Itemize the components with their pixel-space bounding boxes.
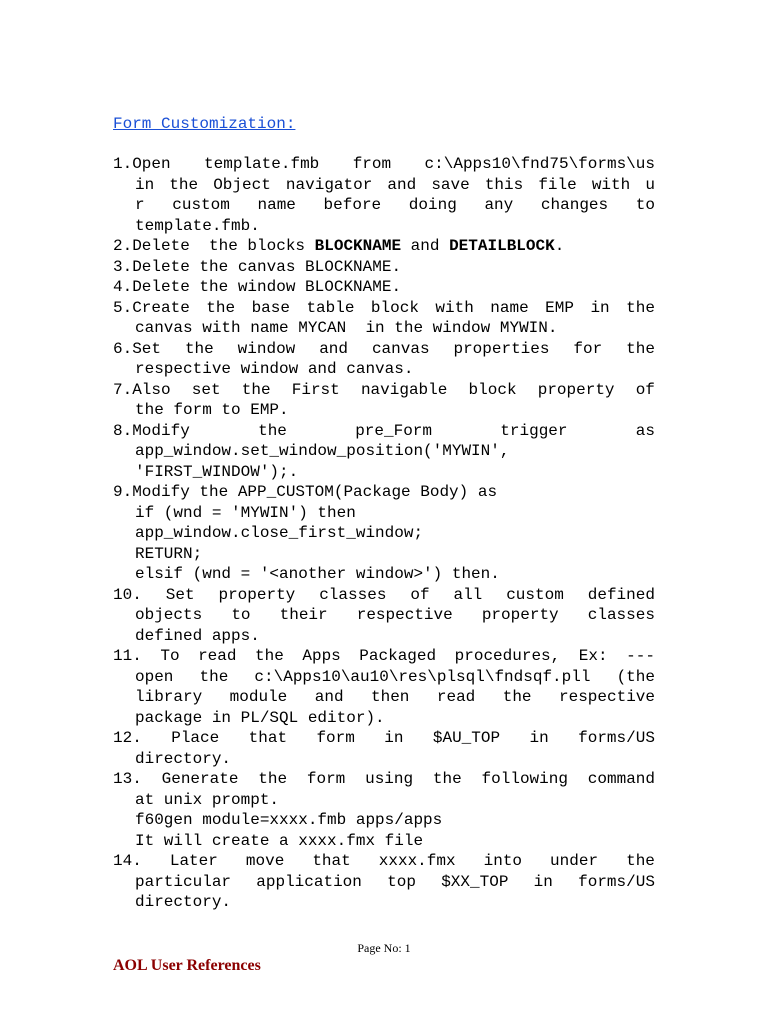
list-item-line: [113, 728, 655, 749]
text-segment: ---: [626, 647, 655, 665]
text-segment: all: [453, 585, 483, 604]
list-item: [113, 851, 655, 913]
text-segment: base: [251, 298, 290, 317]
text-segment: 10.: [113, 585, 142, 604]
text-segment: of: [635, 380, 655, 399]
list-item: [113, 728, 655, 769]
text-segment: from: [352, 155, 392, 173]
text-segment: directory.: [135, 893, 232, 911]
text-segment: xxxx.fmx: [378, 852, 456, 870]
text-segment: at unix prompt.: [135, 790, 280, 809]
text-segment: 14.: [113, 852, 142, 870]
text-segment: 2.Delete the blocks: [113, 237, 315, 255]
text-segment: read: [436, 688, 476, 706]
text-segment: doing: [408, 196, 457, 214]
text-segment: directory.: [135, 749, 232, 768]
text-segment: respective: [356, 606, 453, 624]
list-item-line: [135, 605, 655, 626]
text-segment: It will create a xxxx.fmx file: [135, 831, 424, 850]
steps-list: [113, 154, 655, 913]
text-segment: file: [538, 175, 577, 194]
text-segment: custom: [172, 196, 230, 214]
list-item: [113, 298, 655, 339]
list-item: [113, 277, 655, 298]
text-segment: open: [135, 667, 174, 686]
list-item-line: [135, 872, 655, 893]
text-segment: the: [432, 770, 462, 788]
text-segment: the: [199, 667, 229, 686]
text-segment: the: [258, 770, 288, 788]
list-item: [113, 257, 655, 278]
text-segment: Packaged: [359, 647, 437, 665]
text-segment: to: [635, 196, 655, 214]
list-item-line: [113, 421, 655, 442]
list-item-line: [113, 257, 655, 278]
text-segment: property: [537, 380, 615, 399]
text-segment: canvas with name MYCAN in the window MYWIN.: [135, 319, 558, 337]
text-segment: c:\Apps10\au10\res\plsql\fndsqf.pll: [254, 667, 591, 686]
list-item: [113, 380, 655, 421]
text-segment: Set: [165, 585, 195, 604]
list-item: [113, 236, 655, 257]
text-segment: that: [312, 852, 351, 870]
text-segment: block: [468, 380, 517, 399]
text-segment: form: [316, 729, 355, 747]
text-segment: template.fmb: [204, 155, 320, 173]
text-segment: set: [191, 380, 221, 399]
list-item-line: [113, 646, 655, 667]
text-segment: classes: [587, 606, 655, 624]
list-item-line: [135, 400, 655, 421]
list-item: [113, 421, 655, 483]
text-segment: in: [533, 872, 553, 891]
text-segment: this: [484, 175, 524, 194]
text-segment: in: [384, 729, 404, 747]
list-item-line: [113, 769, 655, 790]
text-segment: template.fmb.: [135, 216, 260, 235]
text-segment: EMP: [545, 298, 574, 317]
text-segment: 9.Modify the APP_CUSTOM(Package Body) as: [113, 483, 498, 501]
text-segment: application: [256, 872, 362, 891]
text-segment: classes: [319, 585, 387, 604]
text-segment: following: [481, 770, 568, 788]
text-segment: $XX_TOP: [441, 872, 509, 891]
text-segment: block: [370, 298, 419, 317]
text-segment: their: [279, 606, 328, 624]
text-segment: save: [431, 175, 470, 194]
text-segment: read: [198, 647, 237, 665]
text-segment: in: [590, 298, 610, 317]
list-item-line: [135, 564, 655, 585]
text-segment: any: [484, 196, 514, 214]
text-segment: into: [483, 852, 523, 870]
text-segment: defined: [587, 585, 655, 604]
text-segment: property: [218, 585, 296, 604]
text-segment: the: [255, 647, 284, 665]
text-segment: and: [314, 688, 344, 706]
text-segment: the: [258, 421, 287, 440]
text-segment: 7.Also: [113, 380, 171, 399]
text-segment: $AU_TOP: [432, 729, 501, 747]
text-segment: and: [319, 339, 349, 358]
text-segment: name: [490, 298, 529, 317]
text-segment: with: [591, 175, 631, 194]
text-segment: 6.Set: [113, 339, 162, 358]
text-segment: RETURN;: [135, 544, 203, 563]
text-segment: the form to EMP.: [135, 401, 289, 419]
list-item-line: [135, 175, 655, 196]
text-segment: 11.: [113, 647, 142, 665]
list-item-line: [135, 831, 655, 852]
text-segment: navigable: [360, 380, 448, 399]
text-segment: 4.Delete the window BLOCKNAME.: [113, 278, 402, 296]
text-segment: respective window and canvas.: [135, 360, 414, 378]
text-segment: u: [645, 175, 655, 194]
text-segment: under: [550, 852, 599, 870]
list-item-line: [113, 339, 655, 360]
footer-title: AOL User References: [113, 957, 261, 974]
list-item-line: [135, 318, 655, 339]
list-item: [113, 769, 655, 851]
text-segment: 13.: [113, 770, 142, 788]
text-segment: custom: [506, 585, 564, 604]
text-segment: Apps: [302, 647, 341, 665]
text-segment: module: [229, 688, 288, 706]
list-item-line: [135, 687, 655, 708]
text-segment: pre_Form: [355, 421, 432, 440]
text-segment: First: [291, 380, 340, 399]
text-segment: form: [306, 770, 346, 788]
page-number: Page No: 1: [357, 941, 411, 955]
text-segment: in: [529, 729, 549, 747]
text-segment: BLOCKNAME: [314, 237, 402, 255]
text-segment: objects: [135, 606, 203, 624]
text-segment: and: [401, 237, 450, 255]
text-segment: app_window.close_first_window;: [135, 524, 424, 542]
text-segment: respective: [558, 688, 655, 706]
text-segment: for: [573, 339, 603, 358]
list-item: [113, 154, 655, 236]
text-segment: to: [231, 606, 251, 624]
text-segment: navigator: [285, 175, 373, 194]
list-item-line: [113, 236, 655, 257]
text-segment: c:\Apps10\fnd75\forms\us: [424, 155, 655, 173]
list-item-line: [135, 195, 655, 216]
text-segment: Later: [169, 852, 218, 870]
text-segment: 8.Modify: [113, 421, 190, 440]
list-item-line: [135, 626, 655, 647]
text-segment: 3.Delete the canvas BLOCKNAME.: [113, 257, 402, 276]
text-segment: package in PL/SQL editor).: [135, 708, 385, 727]
list-item-line: [135, 749, 655, 770]
list-item-line: [113, 585, 655, 606]
text-segment: canvas: [371, 339, 430, 358]
text-segment: table: [306, 298, 355, 317]
text-segment: (the: [616, 667, 655, 686]
list-item-line: [135, 503, 655, 524]
list-item-line: [135, 708, 655, 729]
text-segment: properties: [453, 339, 550, 358]
text-segment: 5.Create: [113, 298, 190, 317]
text-segment: the: [626, 339, 655, 358]
text-segment: changes: [540, 196, 609, 214]
text-segment: with: [435, 298, 474, 317]
text-segment: Place: [171, 729, 220, 747]
text-segment: 1.Open: [113, 155, 171, 173]
text-segment: the: [241, 380, 271, 399]
list-item-line: [113, 851, 655, 872]
text-segment: if (wnd = 'MYWIN') then: [135, 503, 356, 522]
text-segment: the: [626, 852, 655, 870]
list-item-line: [135, 441, 655, 462]
text-segment: r: [135, 196, 145, 214]
text-segment: library: [135, 688, 203, 706]
text-segment: of: [410, 585, 430, 604]
text-segment: then: [371, 688, 410, 706]
list-item-line: [135, 667, 655, 688]
text-segment: Ex:: [578, 647, 608, 665]
text-segment: To: [160, 647, 180, 665]
text-segment: window: [237, 339, 296, 358]
text-segment: before: [323, 196, 382, 214]
text-segment: move: [245, 852, 285, 870]
text-segment: 'FIRST_WINDOW');.: [135, 462, 299, 481]
text-segment: command: [587, 770, 655, 788]
text-segment: elsif (wnd = '<another window>') then.: [135, 565, 500, 583]
text-segment: using: [365, 770, 414, 788]
text-segment: and: [387, 175, 417, 194]
list-item-line: [135, 790, 655, 811]
list-item-line: [113, 154, 655, 175]
text-segment: the: [184, 339, 214, 358]
text-segment: forms/US: [578, 872, 655, 891]
text-segment: f60gen module=xxxx.fmb apps/apps: [135, 811, 443, 829]
text-segment: procedures,: [454, 647, 561, 665]
text-segment: name: [257, 196, 296, 214]
text-segment: defined apps.: [135, 626, 260, 645]
text-segment: that: [248, 729, 288, 747]
text-segment: trigger: [500, 421, 568, 440]
text-segment: in: [135, 175, 155, 194]
list-item: [113, 646, 655, 728]
text-segment: top: [387, 872, 416, 891]
text-segment: app_window.set_window_position('MYWIN',: [135, 442, 510, 460]
text-segment: forms/US: [578, 729, 655, 747]
list-item-line: [135, 544, 655, 565]
text-segment: Object: [213, 175, 271, 194]
list-item-line: [113, 277, 655, 298]
list-item-line: [135, 523, 655, 544]
list-item-line: [135, 359, 655, 380]
list-item-line: [135, 216, 655, 237]
text-segment: the: [502, 688, 532, 706]
text-segment: .: [554, 237, 565, 255]
text-segment: particular: [135, 872, 232, 891]
text-segment: the: [169, 175, 199, 194]
text-segment: as: [635, 421, 655, 440]
list-item-line: [113, 298, 655, 319]
list-item-line: [113, 482, 655, 503]
list-item: [113, 482, 655, 585]
list-item-line: [113, 380, 655, 401]
list-item-line: [135, 810, 655, 831]
list-item: [113, 585, 655, 647]
text-segment: the: [626, 298, 655, 317]
list-item-line: [135, 892, 655, 913]
text-segment: DETAILBLOCK: [449, 237, 555, 255]
text-segment: property: [481, 606, 559, 624]
text-segment: 12.: [113, 729, 142, 747]
text-segment: Generate: [161, 770, 239, 788]
list-item: [113, 339, 655, 380]
section-title[interactable]: Form Customization:: [113, 115, 296, 133]
list-item-line: [135, 462, 655, 483]
text-segment: the: [206, 298, 236, 317]
